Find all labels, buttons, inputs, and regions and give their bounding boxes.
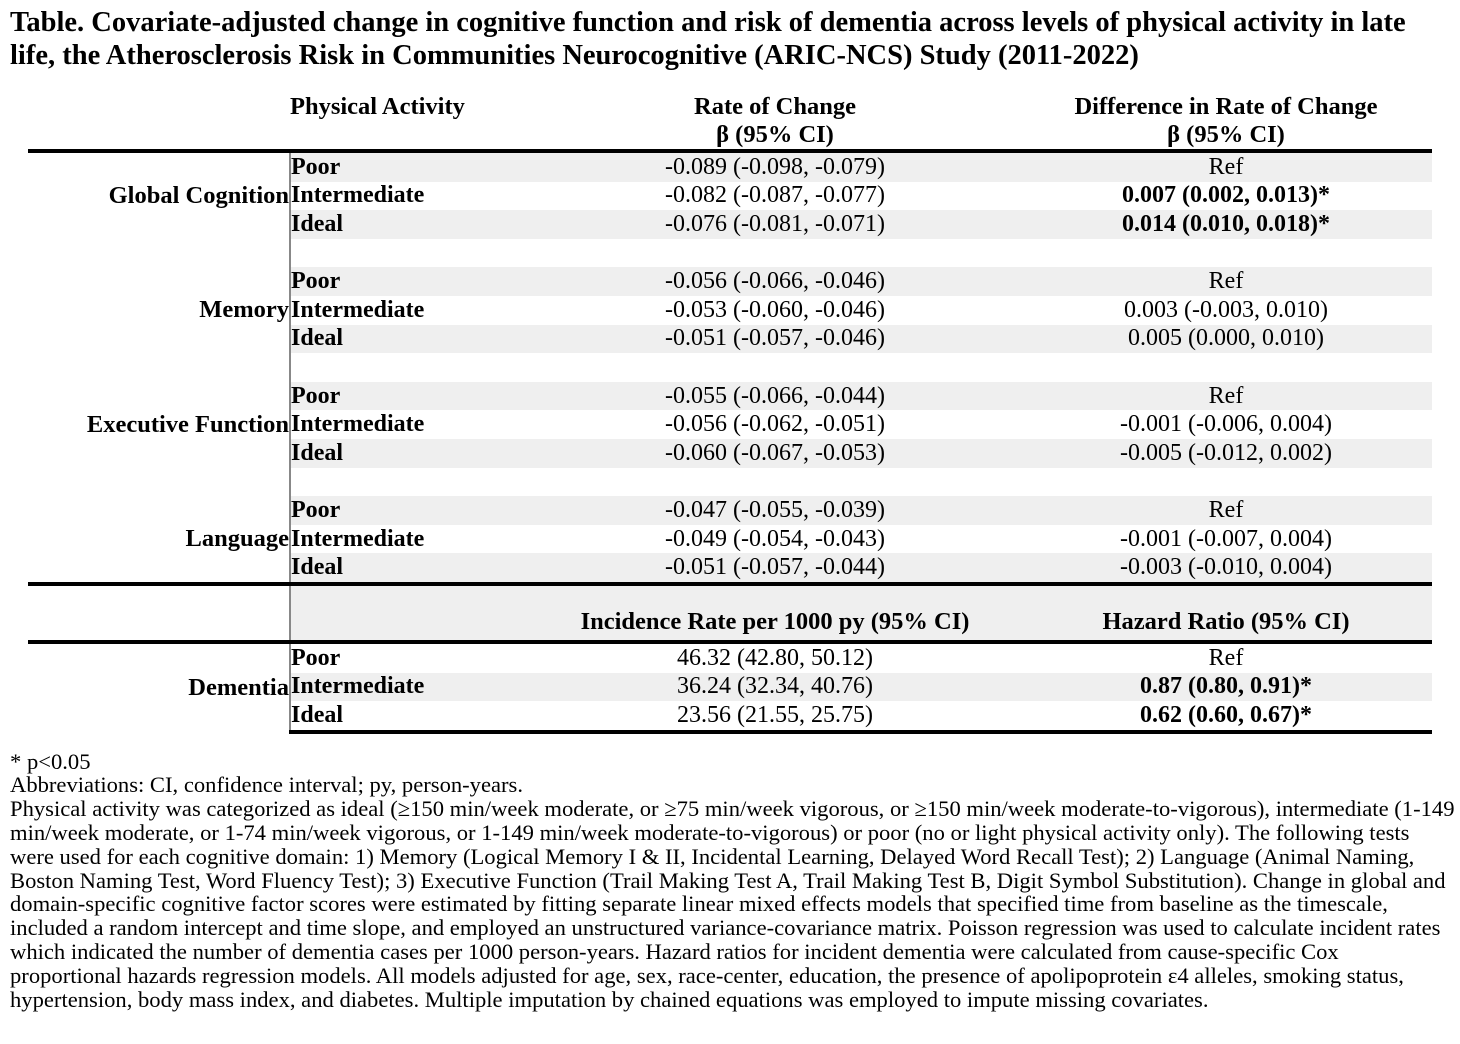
table-row <box>28 267 1432 296</box>
difference-cell: 0.014 (0.010, 0.018)* <box>1020 210 1432 239</box>
activity-level-cell: Poor <box>290 382 530 411</box>
table-row <box>28 151 1432 182</box>
difference-cell: -0.003 (-0.010, 0.004) <box>1020 553 1432 584</box>
spacer-row <box>28 468 1432 497</box>
activity-level-cell: Intermediate <box>290 673 530 702</box>
activity-level-cell: Poor <box>290 267 530 296</box>
col-header-incidence-rate: Incidence Rate per 1000 py (95% CI) <box>530 584 1020 642</box>
difference-cell: 0.003 (-0.003, 0.010) <box>1124 296 1328 323</box>
hazard-ratio-cell: 0.87 (0.80, 0.91)* <box>1020 673 1432 702</box>
difference-cell: Ref <box>1020 382 1432 411</box>
col-header-rate-line1: Rate of Change <box>694 93 856 120</box>
table-title: Table. Covariate-adjusted change in cognitive function and risk of dementia across levels of physical activity in late life, the Atherosclerosis Risk in Communities Neurocognitive (ARIC-NCS) Study (2011-2022) <box>10 7 1406 71</box>
subheader-activity-empty-cell <box>290 584 530 642</box>
domain-label-executive-function: Executive Function <box>86 410 289 438</box>
activity-level-cell: Ideal <box>290 210 530 239</box>
activity-level-cell: Intermediate <box>290 410 530 439</box>
col-header-rate-line2: β (95% CI) <box>716 121 834 148</box>
col-header-hazard-ratio: Hazard Ratio (95% CI) <box>1020 584 1432 642</box>
activity-level-cell: Intermediate <box>290 182 530 211</box>
table-header-row <box>28 93 1432 151</box>
col-header-diff-line2: β (95% CI) <box>1167 121 1285 148</box>
rate-of-change-cell: -0.049 (-0.054, -0.043) <box>665 525 885 552</box>
header-empty-cell <box>28 93 290 151</box>
results-table <box>28 93 1432 734</box>
spacer-row <box>28 353 1432 382</box>
col-header-physical-activity: Physical Activity <box>290 93 530 151</box>
hazard-ratio-cell: Ref <box>1208 644 1244 671</box>
rate-of-change-cell: -0.056 (-0.062, -0.051) <box>665 411 885 438</box>
rate-of-change-cell: -0.056 (-0.066, -0.046) <box>530 267 1020 296</box>
col-header-difference <box>1020 93 1432 151</box>
incidence-rate-cell: 46.32 (42.80, 50.12) <box>677 644 873 671</box>
rate-of-change-cell: -0.051 (-0.057, -0.044) <box>530 553 1020 584</box>
difference-cell: Ref <box>1020 151 1432 182</box>
rate-of-change-cell: -0.055 (-0.066, -0.044) <box>530 382 1020 411</box>
domain-label-memory: Memory <box>199 296 289 324</box>
rate-of-change-cell: -0.051 (-0.057, -0.046) <box>530 325 1020 354</box>
domain-label-global-cognition: Global Cognition <box>108 181 289 209</box>
difference-cell: Ref <box>1020 496 1432 525</box>
difference-cell: -0.001 (-0.007, 0.004) <box>1120 525 1332 552</box>
activity-level-cell: Ideal <box>290 553 530 584</box>
col-header-rate-of-change <box>530 93 1020 151</box>
domain-label-dementia: Dementia <box>188 673 289 701</box>
rate-of-change-cell: -0.060 (-0.067, -0.053) <box>530 439 1020 468</box>
domain-label-language: Language <box>185 525 289 553</box>
rate-of-change-cell: -0.082 (-0.087, -0.077) <box>665 182 885 209</box>
activity-level-cell: Poor <box>290 496 530 525</box>
activity-level-cell: Ideal <box>290 439 530 468</box>
table-row <box>28 382 1432 411</box>
rate-of-change-cell: -0.047 (-0.055, -0.039) <box>530 496 1020 525</box>
hazard-ratio-cell: 0.62 (0.60, 0.67)* <box>1020 701 1432 732</box>
activity-level-cell: Ideal <box>290 325 530 354</box>
difference-cell: Ref <box>1020 267 1432 296</box>
incidence-rate-cell: 23.56 (21.55, 25.75) <box>530 701 1020 732</box>
activity-level-cell: Ideal <box>290 701 530 732</box>
significance-note: * p<0.05 <box>10 748 91 774</box>
footnotes <box>10 750 1456 1012</box>
activity-level-cell: Intermediate <box>290 525 530 554</box>
activity-level-cell: Poor <box>290 151 530 182</box>
spacer-row <box>28 239 1432 268</box>
difference-cell: 0.005 (0.000, 0.010) <box>1020 325 1432 354</box>
rate-of-change-cell: -0.089 (-0.098, -0.079) <box>530 151 1020 182</box>
dementia-subheader-row <box>28 584 1432 642</box>
incidence-rate-cell: 36.24 (32.34, 40.76) <box>530 673 1020 702</box>
table-row <box>28 496 1432 525</box>
activity-level-cell: Poor <box>290 642 530 673</box>
abbreviations-note: Abbreviations: CI, confidence interval; py, person-years. <box>10 772 524 798</box>
difference-cell: -0.005 (-0.012, 0.002) <box>1020 439 1432 468</box>
methods-note: Physical activity was categorized as ideal (≥150 min/week moderate, or ≥75 min/week vigorous, or ≥150 min/week moderate-to-vigorous), intermediate (1-149 min/week moderate, or 1-74 min/week vigorous, or 1-149 min/week moderate-to-vigorous) or poor (no or light physical activity only). The following tests were used for each cognitive domain: 1) Memory (Logical Memory I & II, Incidental Learning, Delayed Word Recall Test); 2) Language (Animal Naming, Boston Naming Test, Word Fluency Test); 3) Executive Function (Trail Making Test A, Trail Making Test B, Digit Symbol Substitution). Change in global and domain-specific cognitive factor scores were estimated by fitting separate linear mixed effects models that specified time from baseline as the timescale, included a random intercept and time slope, and employed an unstructured variance-covariance matrix. Poisson regression was used to calculate incident rates which indicated the number of dementia cases per 1000 person-years. Hazard ratios for incident dementia were calculated from cause-specific Cox proportional hazards regression models. All models adjusted for age, sex, race-center, education, the presence of apolipoprotein ε4 alleles, smoking status, hypertension, body mass index, and diabetes. Multiple imputation by chained equations was employed to impute missing covariates. <box>10 796 1455 1012</box>
col-header-diff-line1: Difference in Rate of Change <box>1074 93 1378 120</box>
activity-level-cell: Intermediate <box>290 296 530 325</box>
rate-of-change-cell: -0.076 (-0.081, -0.071) <box>530 210 1020 239</box>
difference-cell: 0.007 (0.002, 0.013)* <box>1122 182 1330 209</box>
subheader-empty-cell <box>28 584 290 642</box>
table-row <box>28 642 1432 673</box>
rate-of-change-cell: -0.053 (-0.060, -0.046) <box>665 296 885 323</box>
difference-cell: -0.001 (-0.006, 0.004) <box>1120 411 1332 438</box>
